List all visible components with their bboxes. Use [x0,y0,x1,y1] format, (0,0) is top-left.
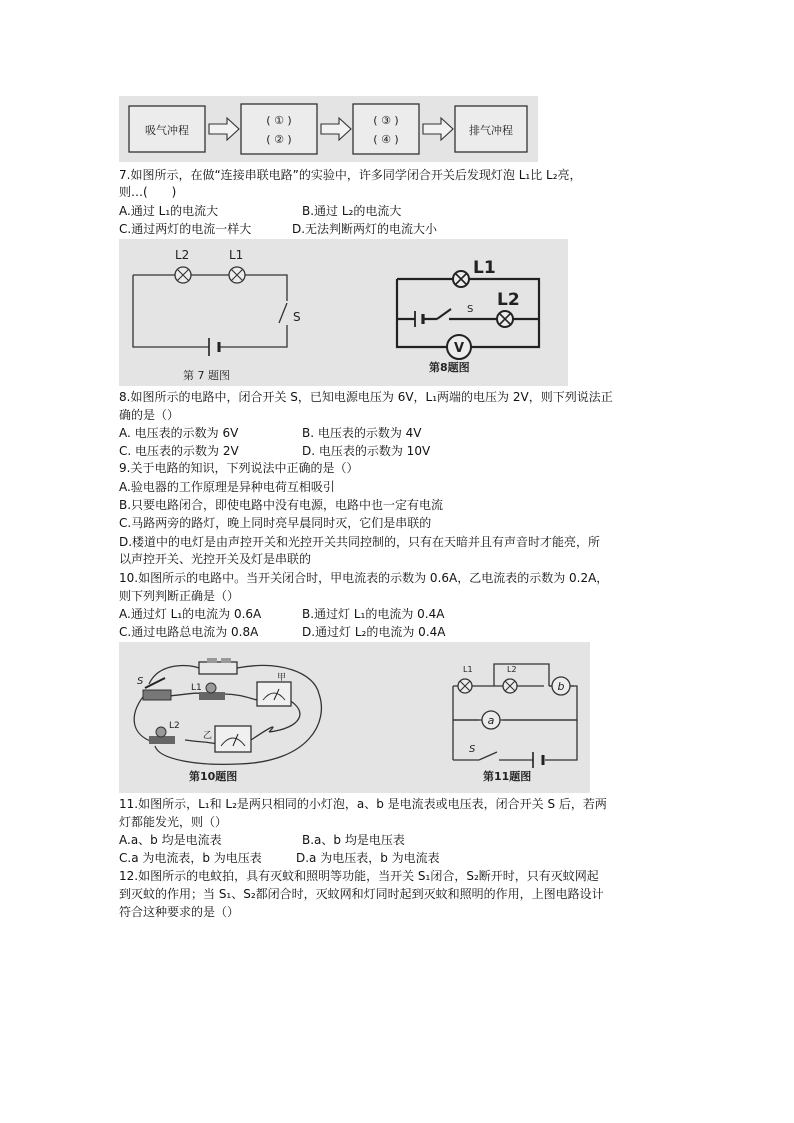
q10-caption: 第10题图 [189,770,238,783]
q9-option-d-line-1: D.楼道中的电灯是由声控开关和光控开关共同控制的，只有在天暗并且有声音时才能亮，所 [119,535,601,549]
arrow-icon [321,118,351,140]
q7-option-a: A.通过 L₁的电流大 [119,204,219,218]
q7-stem-line-1: 7.如图所示，在做“连接串联电路”的实验中，许多同学闭合开关后发现灯泡 L₁比 L₂亮， [119,168,582,182]
q8-caption: 第8题图 [429,361,470,374]
q10-q11-circuit-figure [119,642,590,793]
q7-option-c: C.通过两灯的电流一样大 [119,222,252,236]
q10-option-a: A.通过灯 L₁的电流为 0.6A [119,607,262,621]
q12-stem-line-1: 12.如图所示的电蚊拍，具有灭蚊和照明等功能，当开关 S₁闭合，S₂断开时，只有灭蚊网起 [119,869,599,883]
q10-option-b: B.通过灯 L₁的电流为 0.4A [302,607,445,621]
q11-lamp-l2-icon [503,679,517,693]
q11-caption: 第11题图 [483,770,532,783]
intake-stroke-label: 吸气冲程 [145,124,189,137]
q11-label-s: S [469,744,476,755]
q8-voltmeter-label: V [453,341,465,356]
q10-ammeter-yi-icon [215,726,251,752]
q9-option-b: B.只要电路闭合，即使电路中没有电源，电路中也一定有电流 [119,498,444,512]
q8-voltmeter-icon [447,335,471,359]
q8-stem-line-1: 8.如图所示的电路中，闭合开关 S，已知电源电压为 6V，L₁两端的电压为 2V，则下列说法正 [119,390,613,404]
q7-caption: 第 7 题图 [183,369,230,382]
q10-label-s: S [137,676,144,687]
q10-label-l1: L1 [191,683,202,693]
stroke-2-label: ( ② ) [266,133,292,146]
q11-option-a: A.a、b 均是电流表 [119,833,222,847]
q10-label-jia: 甲 [277,673,287,683]
q11-circuit-diagram [453,664,577,783]
q7-circuit-diagram [133,248,301,382]
q7-stem-line-2: 则…( ) [119,185,177,199]
q7-label-s: S [293,310,301,324]
q7-switch [279,303,287,323]
q9-option-c: C.马路两旁的路灯，晚上同时亮早晨同时灭，它们是串联的 [119,516,432,530]
q10-lamp-l1-icon [199,683,225,700]
q11-meter-a-icon [482,711,500,729]
q11-option-d: D.a 为电压表，b 为电流表 [296,851,440,865]
q10-label-yi: 乙 [203,731,213,741]
stroke-1-label: ( ① ) [266,114,292,127]
q8-stem-line-2: 确的是（） [119,408,180,422]
q11-label-l1: L1 [463,665,473,674]
q10-battery-holder-icon [199,658,237,674]
q7-option-d: D.无法判断两灯的电流大小 [292,222,438,236]
q8-option-c: C. 电压表的示数为 2V [119,444,239,458]
q7-label-l1: L1 [229,248,244,262]
q8-option-a: A. 电压表的示数为 6V [119,426,239,440]
exhaust-stroke-label: 排气冲程 [469,124,513,137]
q8-label-l2: L2 [497,290,520,310]
stroke-box-3-4 [353,104,419,154]
q11-stem-line-2: 灯都能发光，则（） [119,815,228,829]
q10-label-l2: L2 [169,721,180,731]
q7-option-b: B.通过 L₂的电流大 [302,204,402,218]
q8-circuit-diagram [397,258,539,374]
q10-stem-line-2: 则下列判断正确是（） [119,589,240,603]
q8-option-b: B. 电压表的示数为 4V [302,426,422,440]
q11-label-l2: L2 [507,665,517,674]
q7-label-l2: L2 [175,248,190,262]
arrow-icon [423,118,453,140]
stroke-3-label: ( ③ ) [373,114,399,127]
q10-stem-line-1: 10.如图所示的电路中。当开关闭合时，甲电流表的示数为 0.6A，乙电流表的示数为 0.2A， [119,571,609,585]
q10-option-c: C.通过电路总电流为 0.8A [119,625,259,639]
q8-label-s: S [467,304,474,315]
q11-stem-line-1: 11.如图所示，L₁和 L₂是两只相同的小灯泡，a、b 是电流表或电压表，闭合开关 S 后，若两 [119,797,607,811]
q11-meter-b-icon [552,677,570,695]
q7-lamp-l2-icon [175,267,191,283]
q10-option-d: D.通过灯 L₂的电流为 0.4A [302,625,446,639]
q8-lamp-l1-icon [453,271,469,287]
stroke-4-label: ( ④ ) [373,133,399,146]
q10-circuit-picture [134,658,321,783]
q8-lamp-l2-icon [497,311,513,327]
arrow-icon [209,118,239,140]
q8-label-l1: L1 [473,258,496,278]
q9-option-d-line-2: 以声控开关、光控开关及灯是串联的 [119,552,312,566]
engine-stroke-figure [119,96,538,162]
q11-option-b: B.a、b 均是电压表 [302,833,405,847]
stroke-box-1-2 [241,104,317,154]
q12-stem-line-3: 符合这种要求的是（） [119,905,240,919]
q7-lamp-l1-icon [229,267,245,283]
q8-switch [437,309,451,319]
q10-ammeter-jia-icon [257,682,291,706]
q9-option-a: A.验电器的工作原理是异种电荷互相吸引 [119,480,335,494]
q11-meter-a-label: a [487,714,495,727]
q10-switch-icon [143,678,171,700]
q11-option-c: C.a 为电流表，b 为电压表 [119,851,262,865]
q8-option-d: D. 电压表的示数为 10V [302,444,431,458]
q11-meter-b-label: b [557,680,565,693]
q12-stem-line-2: 到灭蚊的作用；当 S₁、S₂都闭合时，灭蚊网和灯同时起到灭蚊和照明的作用，上图电路设计 [119,887,604,901]
q7-q8-circuit-figure [119,239,568,386]
q11-lamp-l1-icon [458,679,472,693]
q9-stem: 9.关于电路的知识，下列说法中正确的是（） [119,461,359,475]
